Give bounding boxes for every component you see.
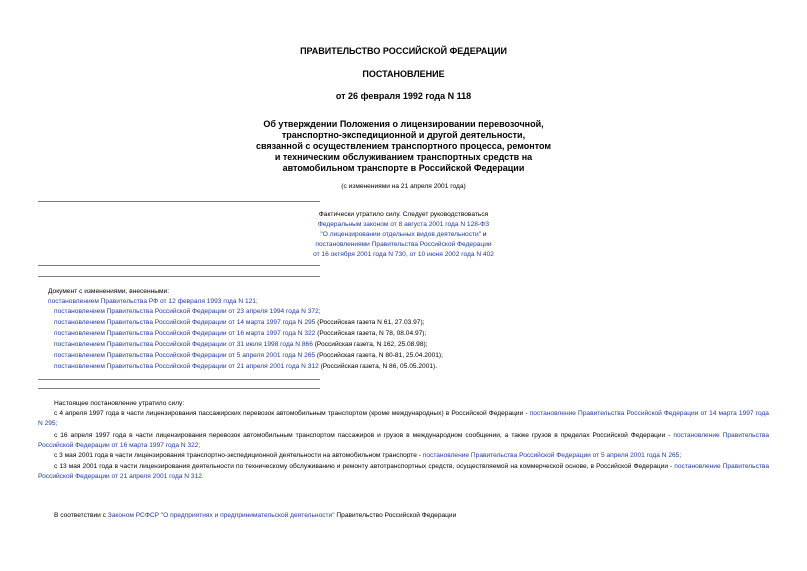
expired-decree-link[interactable]: постановление Правительства Российской Федерации от 21 апреля 2001 года N 312. [38,463,770,480]
divider [38,201,320,202]
changes-intro: Документ с изменениями, внесенными: [48,288,170,295]
document-title [0,119,807,174]
change-item-link[interactable]: постановлением Правительства Российской Федерации от 31 июля 1998 года N 866 [54,341,313,348]
title-line: автомобильном транспорте в Российской Федерации [282,163,525,173]
change-item-source: (Российская газета N 61, 27.03.97); [315,319,425,326]
expired-paragraph: с 13 мая 2001 года в части лицензирования деятельности по техническому обслуживанию и ремонту автотранспортных средств, осуществляемой на коммерческой основе, в Российской Федерации - постановление Правительства Российской Федерации от 21 апреля 2001 года N 312. [38,463,770,480]
title-line: Об утверждении Положения о лицензировании перевозочной, [263,119,544,129]
change-item [54,340,428,350]
change-item-link[interactable]: постановлением Правительства Российской Федерации от 14 марта 1997 года N 295 [54,319,316,326]
licensing-law-title-link[interactable]: "О лицензировании отдельных видов деятельности" [320,231,482,238]
divider [38,388,320,389]
change-item [48,297,258,307]
status-note-line: Фактически утратило силу. Следует руководствоваться [318,211,489,218]
divider [38,276,320,277]
change-item [54,318,424,328]
change-item-source: (Российская газета, N 86, 05.05.2001). [318,363,438,370]
title-line: и техническим обслуживанием транспортных средств на [274,152,533,162]
document-type-heading: ПОСТАНОВЛЕНИЕ [362,69,445,79]
enterprise-law-link[interactable]: Законом РСФСР "О предприятиях и предпринимательской деятельности" [107,512,335,519]
government-decrees-link[interactable]: постановлениями Правительства Российской Федерации [315,241,492,248]
expired-decree-link[interactable]: постановление Правительства Российской Федерации от 16 марта 1997 года N 322; [38,432,770,449]
expired-intro: Настоящее постановление утратило силу: [54,400,185,407]
decrees-dates-link[interactable]: от 16 октября 2001 года N 730, от 10 июня 2002 года N 402 [313,251,494,258]
divider [38,379,320,380]
government-heading: ПРАВИТЕЛЬСТВО РОССИЙСКОЙ ФЕДЕРАЦИИ [300,46,507,56]
change-item-link[interactable]: постановлением Правительства РФ от 12 февраля 1993 года N 121; [48,298,258,305]
change-item-link[interactable]: постановлением Правительства Российской Федерации от 5 апреля 2001 года N 265 [54,352,316,359]
change-item-source: (Российская газета, N 162, 25.08.98); [312,341,428,348]
federal-law-link[interactable]: Федеральным законом от 8 августа 2001 года N 128-ФЗ [317,221,490,228]
expired-decree-link[interactable]: постановление Правительства Российской Федерации от 14 марта 1997 года N 295; [38,410,769,427]
expired-paragraph: с 4 апреля 1997 года в части лицензирования пассажирских перевозок автомобильным транспортом (кроме международных) в Российской Федерации - постановление Правительства Российской Федерации от 14 марта 1997 года N 295; [38,410,769,427]
change-item-source: (Российская газета, N 78, 08.04.97); [315,330,427,337]
closing-paragraph: В соответствии с Законом РСФСР "О предприятиях и предпринимательской деятельности" Правительство Российской Федерации [54,512,457,519]
edition-note: (с изменениями на 21 апреля 2001 года) [341,183,466,190]
change-item [54,351,443,361]
change-item [54,307,321,317]
expired-paragraph: с 16 апреля 1997 года в части лицензирования перевозок автомобильным транспортом пассажиров и грузов в международном сообщении, а также грузов в пределах Российской Федерации - постановление Правительства Российской Федерации от 16 марта 1997 года N 322; [38,432,770,449]
change-item [54,329,426,339]
expired-decree-link[interactable]: постановление Правительства Российской Федерации от 5 апреля 2001 года N 265; [422,452,682,459]
title-line: связанной с осуществлением транспортного процесса, ремонтом [255,141,552,151]
change-item-link[interactable]: постановлением Правительства Российской Федерации от 21 апреля 2001 года N 312 [54,363,319,370]
change-item-source: (Российская газета, N 80-81, 25.04.2001); [315,352,443,359]
change-item [54,362,437,372]
expired-paragraph: с 3 мая 2001 года в части лицензирования транспортно-экспедиционной деятельности на автомобильном транспорте - постановление Правительства Российской Федерации от 5 апреля 2001 года N 265; [54,452,682,459]
divider [38,265,320,266]
change-item-link[interactable]: постановлением Правительства Российской Федерации от 23 апреля 1994 года N 372; [54,308,321,315]
status-note [0,210,807,260]
status-note-conjunction: и [481,231,487,238]
change-item-link[interactable]: постановлением Правительства Российской Федерации от 16 марта 1997 года N 322 [54,330,316,337]
title-line: транспортно-экспедиционной и другой деятельности, [281,130,526,140]
document-date-heading: от 26 февраля 1992 года N 118 [335,91,472,101]
